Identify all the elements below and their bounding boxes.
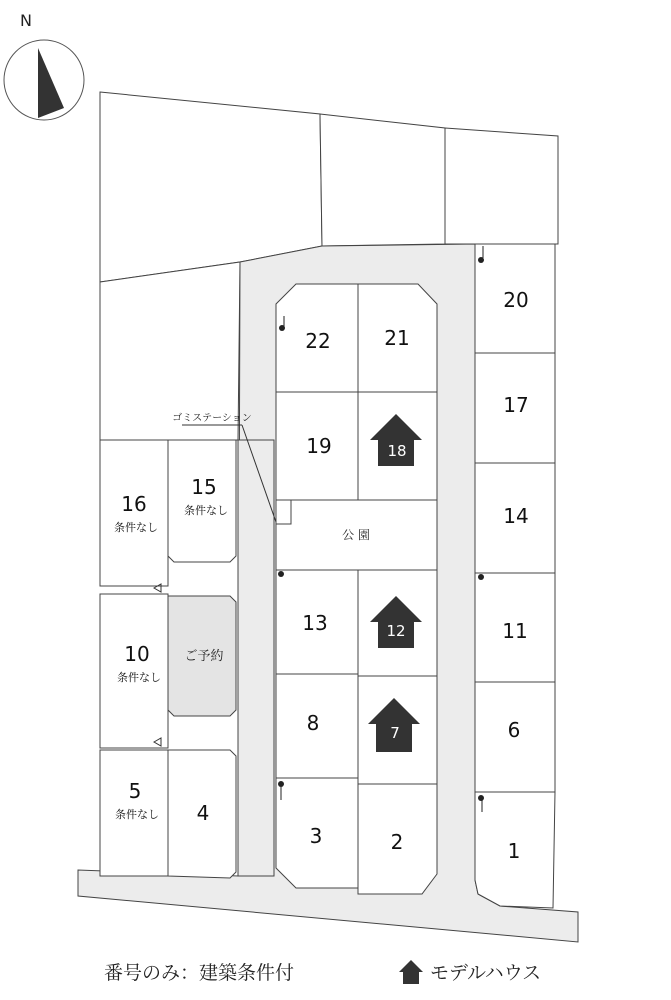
lot-10-note: 条件なし — [117, 671, 161, 684]
lot-15-number: 15 — [191, 475, 217, 499]
pin-icon — [278, 571, 284, 577]
lot-2-number: 2 — [390, 830, 404, 854]
lot-5-number: 5 — [128, 779, 142, 803]
lot-5-note: 条件なし — [115, 808, 159, 821]
lot-17-number: 17 — [503, 393, 529, 417]
lot-8-number: 8 — [306, 711, 320, 735]
north-label: N — [20, 11, 32, 30]
model-house-icon — [398, 959, 424, 985]
legend-building-condition: 番号のみ：建築条件付 — [104, 962, 295, 984]
lot-10-number: 10 — [124, 642, 150, 666]
lot-19-number: 19 — [306, 434, 332, 458]
lot-6-number: 6 — [507, 718, 521, 742]
pin-icon — [278, 781, 284, 787]
east-lots — [475, 244, 555, 908]
pin-icon — [478, 574, 484, 580]
lot-14-number: 14 — [503, 504, 529, 528]
garbage-station-label: ゴミステーション — [172, 413, 252, 424]
lot-15-shape — [168, 440, 236, 562]
north-arrow-icon — [38, 48, 64, 118]
legend-model-house — [398, 958, 541, 985]
reserved-label: ご予約 — [184, 649, 224, 664]
lot-3-number: 3 — [309, 824, 323, 848]
pin-icon — [478, 795, 484, 801]
lot-13-number: 13 — [302, 611, 328, 635]
lot-20-number: 20 — [503, 288, 529, 312]
legend-model-house-label: モデルハウス — [430, 962, 542, 984]
park-label: 公 園 — [342, 528, 370, 542]
lot-21-number: 21 — [384, 326, 410, 350]
pin-icon — [478, 257, 484, 263]
north-compass — [4, 11, 84, 120]
pin-icon — [279, 325, 285, 331]
lot-7-number: 7 — [390, 724, 400, 742]
lot-22-number: 22 — [305, 329, 331, 353]
lot-11-number: 11 — [502, 619, 528, 643]
lot-16-note: 条件なし — [114, 521, 158, 534]
lot-1-number: 1 — [507, 839, 521, 863]
garbage-station-shape — [276, 500, 291, 524]
lot-16-number: 16 — [121, 492, 147, 516]
lot-18-number: 18 — [387, 442, 407, 460]
lot-4-number: 4 — [196, 801, 210, 825]
lot-15-note: 条件なし — [184, 504, 228, 517]
inner-block — [276, 284, 437, 894]
lot-12-number: 12 — [386, 622, 406, 640]
